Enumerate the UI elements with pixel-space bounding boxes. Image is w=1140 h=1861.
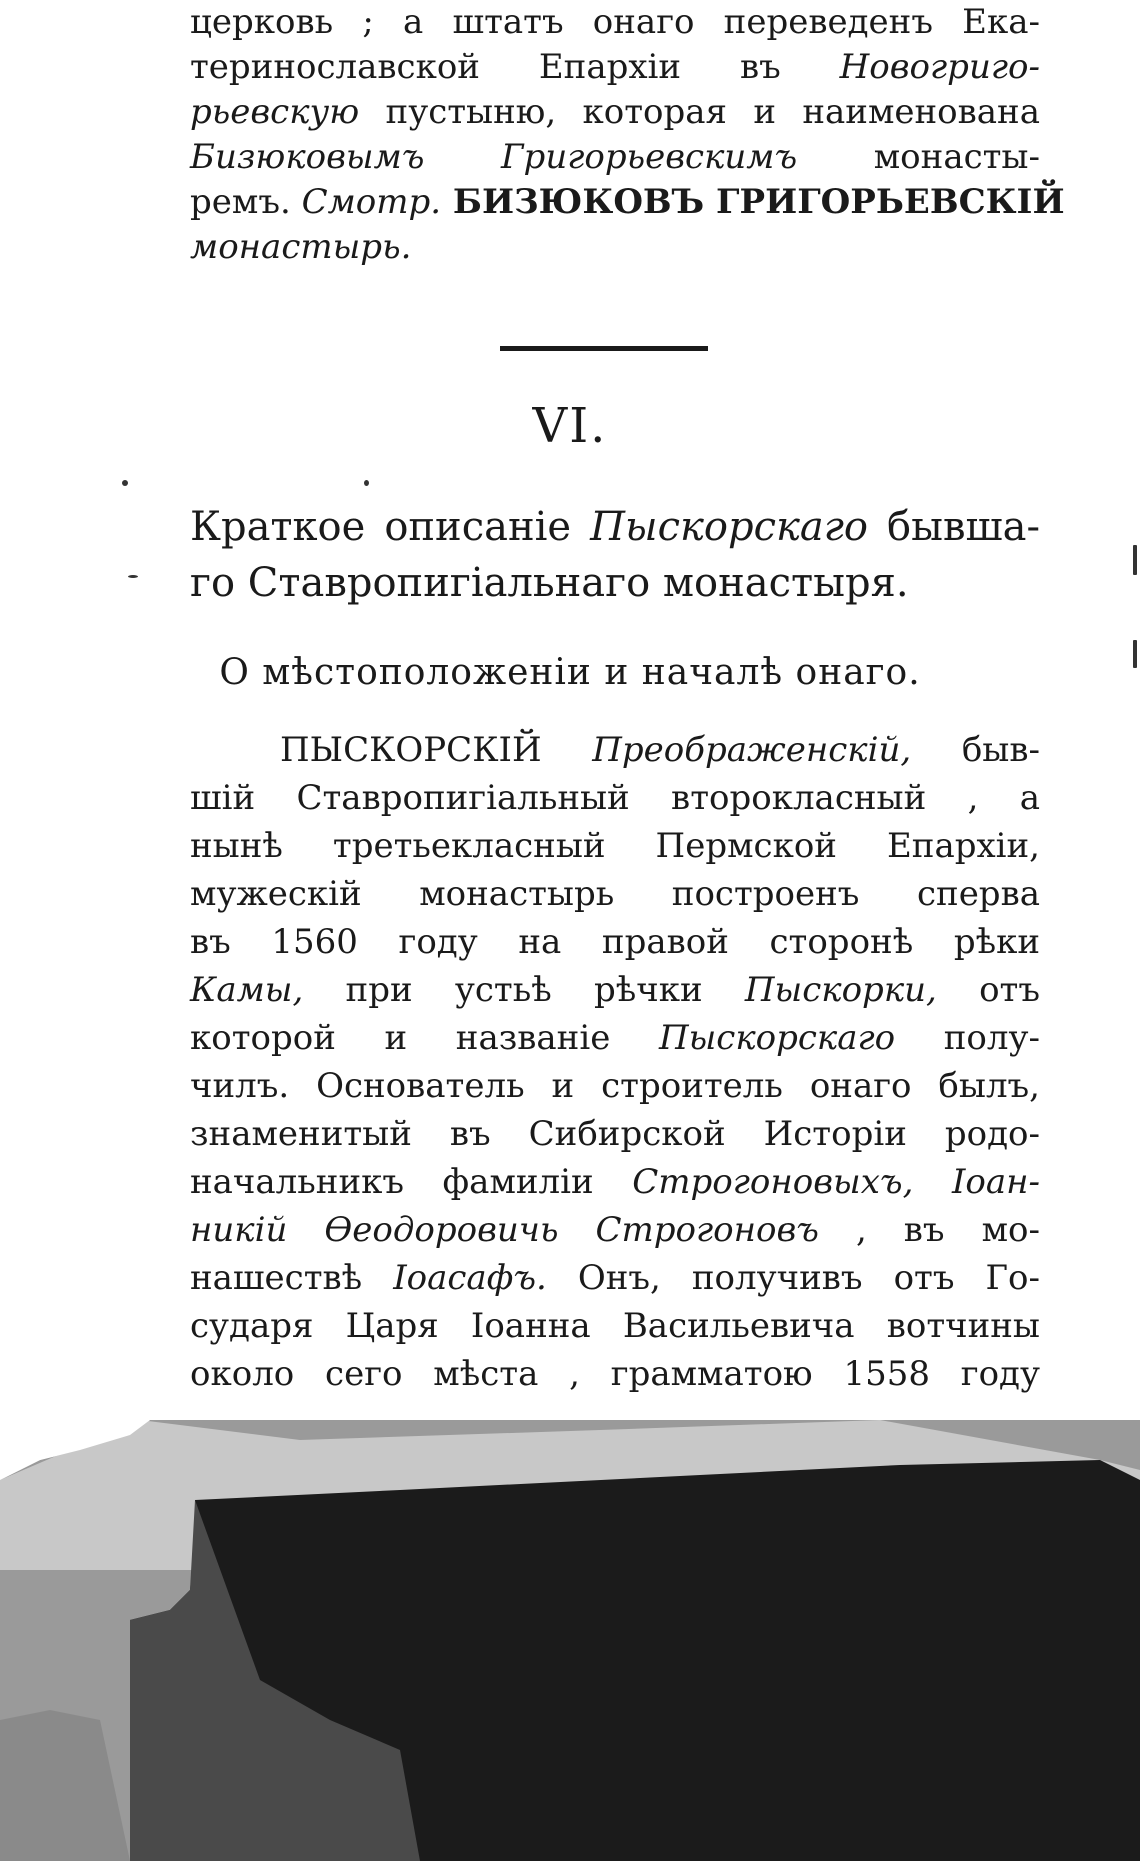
body-line-11: никій Ѳеодоровичь Строгоновъ , въ мо- — [190, 1210, 1040, 1250]
body-line-1: ПЫСКОРСКІЙ Преображенскій, быв- — [280, 730, 1040, 770]
top-line-2: теринославской Епархіи въ Новогриго- — [190, 47, 1040, 87]
scan-shadow — [0, 1420, 1140, 1861]
body-line-6: Камы, при устьѣ рѣчки Пыскорки, отъ — [190, 970, 1040, 1010]
section-number: VI. — [532, 398, 608, 454]
body-line-4: мужескій монастырь построенъ сперва — [190, 874, 1040, 914]
top-line-6: монастырь. — [190, 227, 412, 267]
ink-speck — [122, 480, 128, 486]
body-line-7: которой и названіе Пыскорскаго полу- — [190, 1018, 1040, 1058]
body-line-12: нашествѣ Іоасафъ. Онъ, получивъ отъ Го- — [190, 1258, 1041, 1298]
body-line-3: нынѣ третьекласный Пермской Епархіи, — [190, 826, 1040, 866]
top-line-1: церковь ; а штатъ онаго переведенъ Ека- — [190, 2, 1040, 42]
ink-speck — [364, 480, 369, 486]
body-line-14: около сего мѣста , грамматою 1558 году — [190, 1354, 1040, 1394]
body-line-13: сударя Царя Іоанна Васильевича вотчины — [190, 1306, 1040, 1346]
body-line-9: знаменитый въ Сибирской Исторіи родо- — [190, 1114, 1040, 1154]
section-divider — [500, 346, 708, 351]
heading-line-1: Краткое описаніе Пыскорскаго бывша- — [190, 504, 1041, 550]
heading-line-2: го Ставропигіальнаго монастыря. — [190, 560, 909, 606]
ink-speck — [1133, 545, 1137, 575]
ink-speck — [1133, 640, 1137, 668]
subheading: О мѣстоположеніи и началѣ онаго. — [219, 652, 921, 693]
top-line-4: Бизюковымъ Григорьевскимъ монасты- — [190, 137, 1040, 177]
body-line-10: начальникъ фамиліи Строгоновыхъ, Іоан- — [190, 1162, 1040, 1202]
body-line-8: чилъ. Основатель и строитель онаго былъ, — [190, 1066, 1040, 1106]
top-line-5: ремъ. Смотр. БИЗЮКОВЪ ГРИГОРЬЕВСКІЙ — [190, 182, 1065, 222]
body-line-2: шій Ставропигіальный второкласный , а — [190, 778, 1040, 818]
top-line-3: рьевскую пустыню, которая и наименована — [190, 92, 1040, 132]
body-line-5: въ 1560 году на правой сторонѣ рѣки — [190, 922, 1040, 962]
ink-speck — [128, 575, 138, 578]
